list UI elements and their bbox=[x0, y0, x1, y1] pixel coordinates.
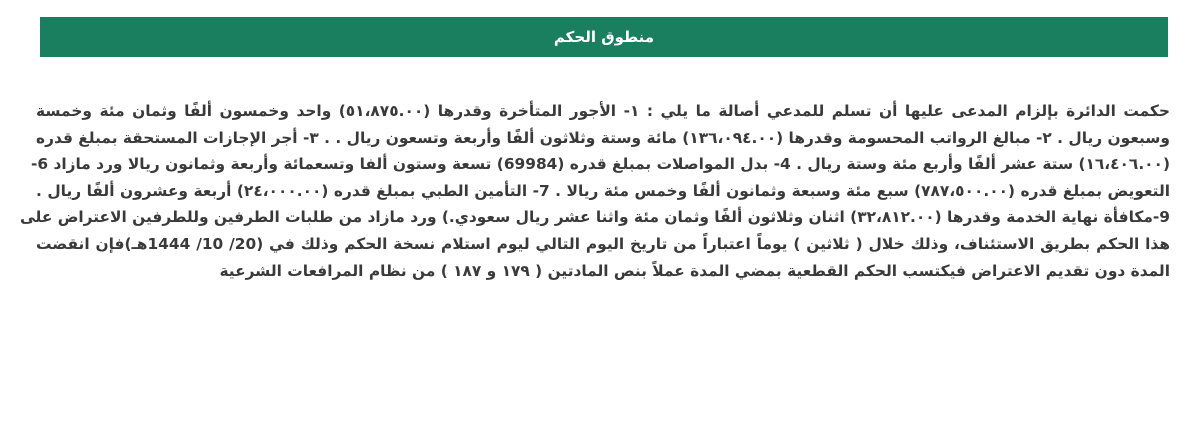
judgment-line: التعويض بمبلغ قدره (٧٨٧،٥٠٠.٠٠) سبع مئة وسبعة وثمانون ألفًا وخمس مئة ريالا . 7- التأمين الطبي بمبلغ قدره (٢٤،٠٠٠.٠٠) أربعة وعشرون ألفًا ريال . bbox=[36, 181, 1170, 200]
judgment-line: وسبعون ريال . ٢- مبالغ الرواتب المحسومة وقدرها (١٣٦،٠٩٤.٠٠) مائة وستة وثلاثون ألفًا وأربعة وتسعون ريال . . ٣- أجر الإجازات المستحقة بمبلغ قدره bbox=[36, 128, 1170, 147]
section-header-bar bbox=[40, 17, 1168, 57]
judgment-line: 9-مكافأة نهاية الخدمة وقدرها (٣٢،٨١٢.٠٠) اثنان وثلاثون ألفًا وثمان مئة واثنا عشر ريال سعودي.) ورد مازاد من طلبات الطرفين وللطرفين الاعتراض على bbox=[19, 208, 1170, 227]
judgment-line: (١٦،٤٠٦.٠٠) ستة عشر ألفًا وأربع مئة وستة ريال . 4- بدل المواصلات بمبلغ قدره (69984) تسعة وستون ألفا وتسعمائة وأربعة وثمانون ريالا ورد مازاد 6- bbox=[31, 155, 1170, 174]
judgment-line: هذا الحكم بطريق الاستئناف، وذلك خلال ( ثلاثين ) يوماً اعتباراً من تاريخ اليوم التالي ليوم استلام نسخة الحكم وذلك في (20/ 10/ 1444هـ)فإن انقضت bbox=[36, 234, 1170, 253]
judgment-text bbox=[19, 98, 1170, 284]
judgment-line: حكمت الدائرة بإلزام المدعى عليها أن تسلم للمدعي أصالة ما يلي : ١- الأجور المتأخرة وقدرها (٥١،٨٧٥.٠٠) واحد وخمسون ألفًا وثمان مئة وخمسة bbox=[36, 102, 1170, 120]
judgment-line: المدة دون تقديم الاعتراض فيكتسب الحكم القطعية بمضي المدة عملاً بنص المادتين ( ١٧٩ و ١٨٧ ) من نظام المرافعات الشرعية bbox=[219, 261, 1170, 280]
section-title: منطوق الحكم bbox=[553, 28, 655, 46]
